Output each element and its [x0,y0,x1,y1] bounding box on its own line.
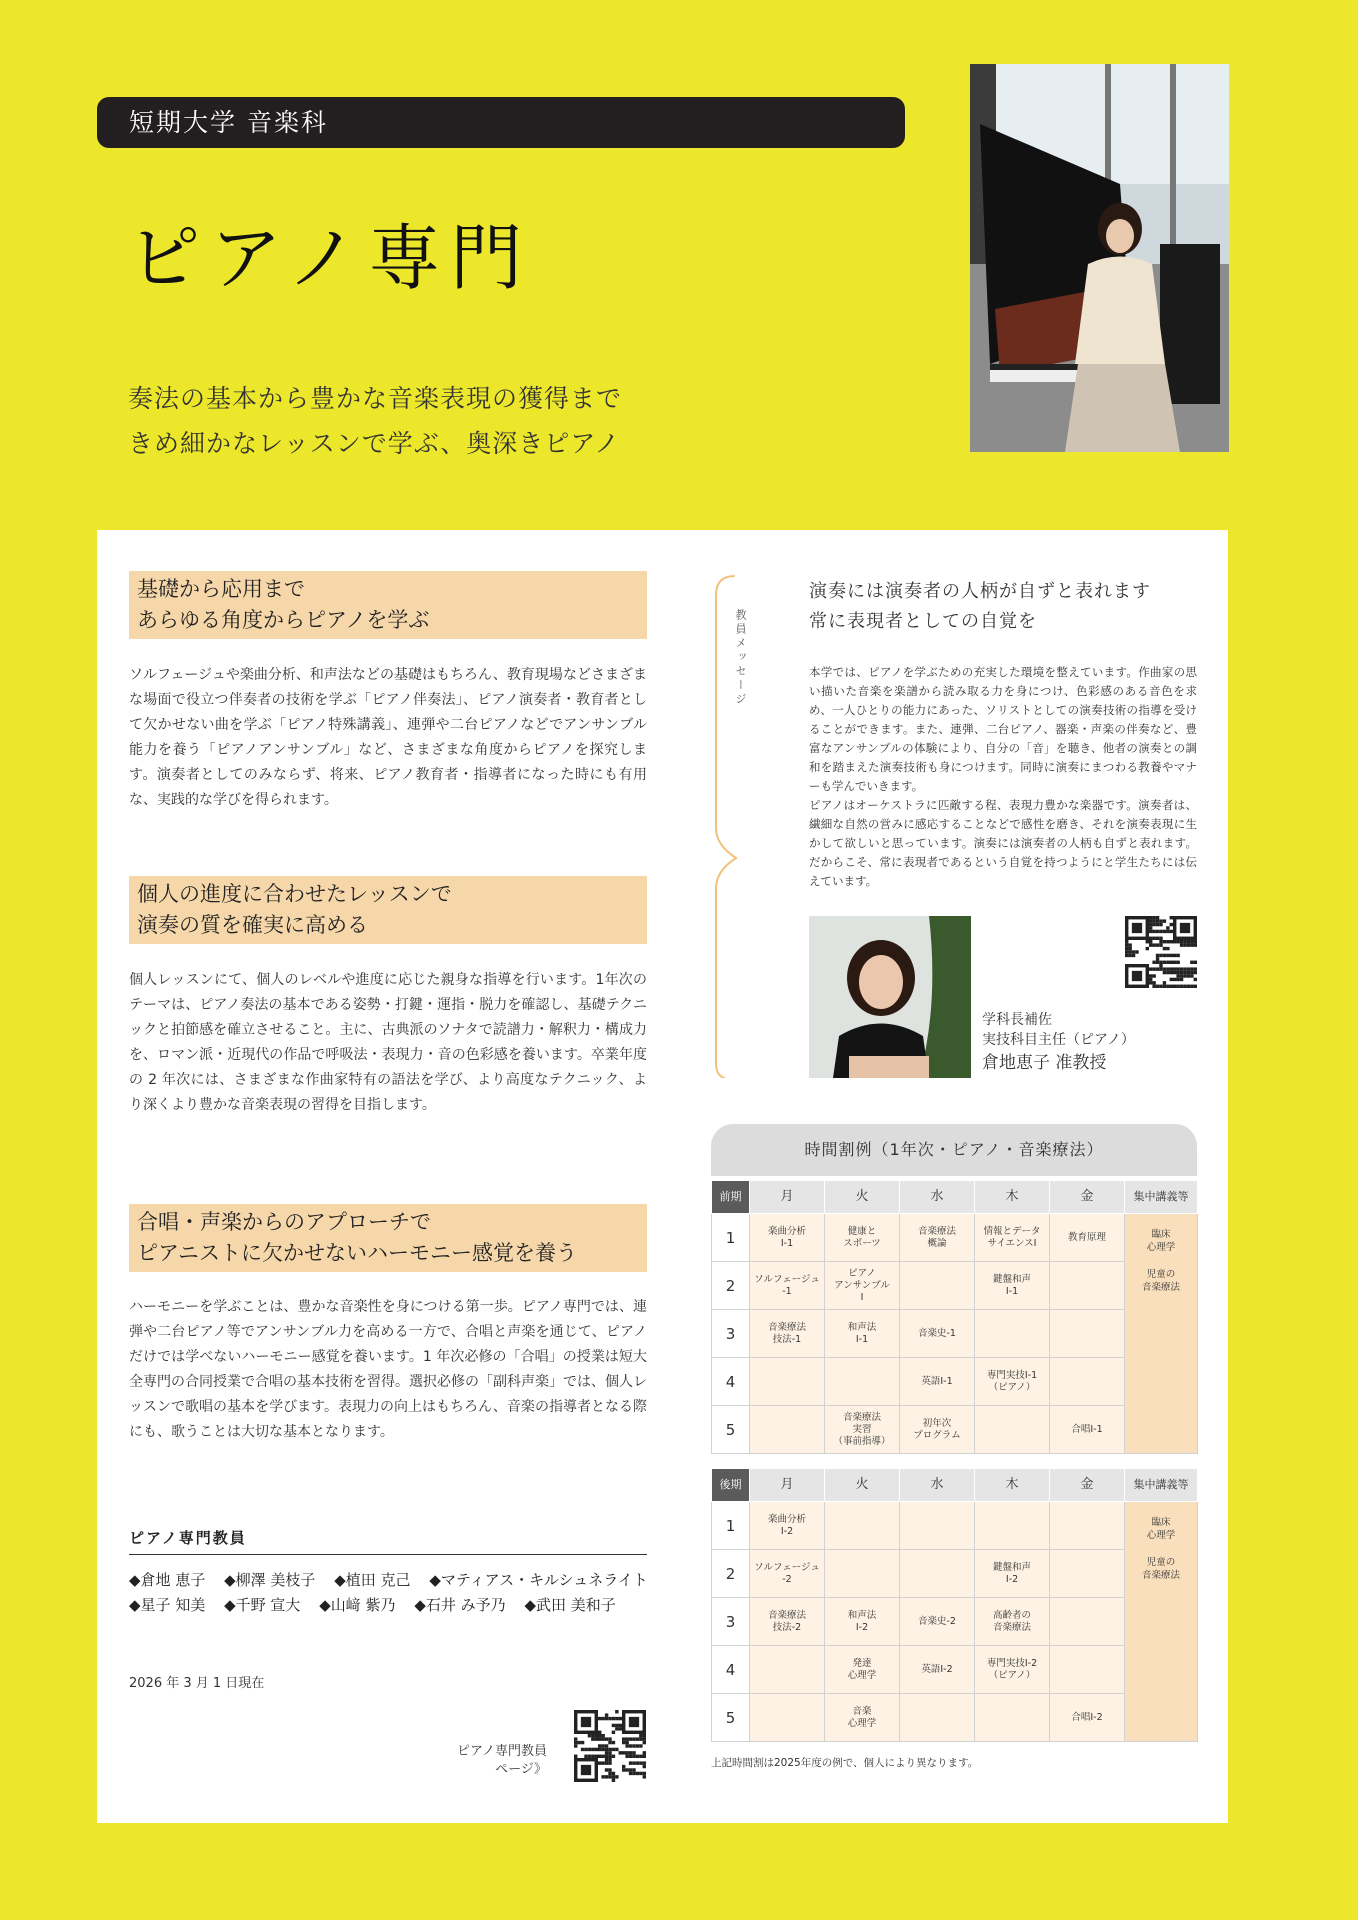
timetable-cell: 教育原理 [1050,1214,1125,1262]
section-3-body: ハーモニーを学ぶことは、豊かな音楽性を身につける第一歩。ピアノ専門では、連弾や二台ピアノ等でアンサンブル力を高める一方で、合唱と声楽を通じて、ピアノだけでは学べないハーモニー感覚を養います。1 年次必修の「合唱」の授業は短大全専門の合同授業で合唱の基本技術を習得。選択必修の「副科声楽」では、個人レッスンで歌唱の基本を学びます。表現力の向上はもちろん、音楽の指導者となる際にも、歌うことは大切な基本となります。 [129,1299,647,1440]
timetable-cell [900,1550,975,1598]
timetable-cell: ソルフェージュ -2 [750,1550,825,1598]
content-card [97,530,1228,1823]
timetable-cell [1050,1310,1125,1358]
faculty-member: ◆星子 知美 [129,1596,206,1614]
term-label: 前期 [712,1181,750,1214]
timetable-cell [900,1262,975,1310]
piano-student-photo [970,64,1229,452]
timetable-cell [750,1358,825,1406]
professor-name: 倉地恵子 准教授 [982,1053,1107,1073]
timetable-cell: 音楽療法 実習 （事前指導） [825,1406,900,1454]
section-3-heading [129,1204,647,1272]
timetable-second-term [711,1468,1198,1742]
timetable-cell [750,1694,825,1742]
message-vertical-label: 教員メッセージ [734,609,747,707]
timetable-cell [825,1550,900,1598]
section-1-heading [129,571,647,639]
timetable-cell: 英語Ⅰ-1 [900,1358,975,1406]
timetable-cell: ピアノ アンサンブル Ⅰ [825,1262,900,1310]
message-title-line-1: 演奏には演奏者の人柄が自ずと表れます [809,581,1151,602]
timetable-cell: 専門実技Ⅰ-1 （ピアノ） [975,1358,1050,1406]
section-1-heading-line-1: 基礎から応用まで [137,577,305,601]
day-header: 月 [750,1181,825,1214]
faculty-member: ◆植田 克己 [334,1571,411,1589]
intensive-course: 児童の 音楽療法 [1141,1269,1180,1293]
faculty-page-link-line-2: ページ》 [495,1762,547,1777]
timetable-first-term [711,1180,1198,1454]
day-header: 金 [1050,1181,1125,1214]
timetable-cell [825,1358,900,1406]
timetable-cell: 音楽療法 技法-2 [750,1598,825,1646]
timetable-cell: 発達 心理学 [825,1646,900,1694]
period-number: 3 [712,1598,750,1646]
timetable-cell: 健康と スポーツ [825,1214,900,1262]
faculty-member: ◆石井 み予乃 [414,1596,506,1614]
timetable-cell: 合唱Ⅰ-2 [1050,1694,1125,1742]
timetable-cell [975,1310,1050,1358]
timetable-cell: 鍵盤和声 Ⅰ-1 [975,1262,1050,1310]
section-2-heading-line-1: 個人の進度に合わせたレッスンで [137,882,452,906]
timetable-cell [1050,1262,1125,1310]
period-number: 1 [712,1502,750,1550]
faculty-heading: ピアノ専門教員 [129,1527,647,1555]
timetable-cell [900,1694,975,1742]
timetable-cell: 情報とデータ サイエンスⅠ [975,1214,1050,1262]
timetable-note: 上記時間割は2025年度の例で、個人により異なります。 [711,1757,979,1769]
period-number: 5 [712,1406,750,1454]
day-header: 木 [975,1181,1050,1214]
faculty-member: ◆千野 宣大 [224,1596,301,1614]
timetable-cell: 高齢者の 音楽療法 [975,1598,1050,1646]
day-header: 月 [750,1469,825,1502]
intensive-course: 臨床 心理学 [1146,1517,1176,1541]
period-number: 2 [712,1550,750,1598]
professor-info [982,1010,1135,1076]
intensive-courses [1125,1502,1198,1742]
professor-role-1: 学科長補佐 [982,1012,1052,1028]
intensive-header: 集中講義等 [1125,1469,1198,1502]
timetable-cell: 初年次 プログラム [900,1406,975,1454]
day-header: 金 [1050,1469,1125,1502]
timetable-cell [1050,1502,1125,1550]
message-title-line-2: 常に表現者としての自覚を [809,611,1037,632]
timetable-cell [750,1406,825,1454]
tagline-line-2: きめ細かなレッスンで学ぶ、奥深きピアノ [128,429,621,458]
day-header: 水 [900,1181,975,1214]
timetable-cell: 楽曲分析 Ⅰ-2 [750,1502,825,1550]
message-qr-code[interactable] [1125,916,1197,988]
faculty-qr-code[interactable] [574,1710,646,1782]
period-number: 4 [712,1358,750,1406]
timetable-cell [1050,1598,1125,1646]
timetable-title: 時間割例（1年次・ピアノ・音楽療法） [711,1124,1197,1176]
professor-role-2: 実技科目主任（ピアノ） [982,1032,1135,1048]
timetable-cell: 音楽史-2 [900,1598,975,1646]
faculty-member: ◆山﨑 紫乃 [319,1596,396,1614]
timetable-cell [975,1694,1050,1742]
timetable-cell [1050,1646,1125,1694]
timetable-cell [1050,1550,1125,1598]
section-3-heading-line-1: 合唱・声楽からのアプローチで [137,1210,431,1234]
intensive-course: 臨床 心理学 [1146,1229,1176,1253]
faculty-member: ◆柳澤 美枝子 [224,1571,316,1589]
period-number: 5 [712,1694,750,1742]
section-2-body: 個人レッスンにて、個人のレベルや進度に応じた親身な指導を行います。1年次のテーマは、ピアノ奏法の基本である姿勢・打鍵・運指・脱力を確認し、基礎テクニックと拍節感を確立させること。主に、古典派のソナタで読譜力・解釈力・構成力を、ロマン派・近現代の作品で呼吸法・表現力・音の色彩感を養います。卒業年度の 2 年次には、さまざまな作曲家特有の語法を学び、より高度なテクニック、より深くより豊かな音楽表現の習得を目指します。 [129,972,647,1113]
timetable-cell: 和声法 Ⅰ-2 [825,1598,900,1646]
day-header: 木 [975,1469,1050,1502]
timetable-cell: 鍵盤和声 Ⅰ-2 [975,1550,1050,1598]
section-1-heading-line-2: あらゆる角度からピアノを学ぶ [137,608,430,632]
timetable-cell: 音楽療法 概論 [900,1214,975,1262]
faculty-member: ◆マティアス・キルシュネライト [429,1571,648,1589]
faculty-page-link-line-1: ピアノ専門教員 [457,1744,547,1759]
faculty-list [129,1568,669,1618]
section-2-heading [129,876,647,944]
timetable-cell: 英語Ⅰ-2 [900,1646,975,1694]
intensive-courses [1125,1214,1198,1454]
timetable-cell: 音楽療法 技法-1 [750,1310,825,1358]
intensive-header: 集中講義等 [1125,1181,1198,1214]
timetable-cell [1050,1358,1125,1406]
day-header: 水 [900,1469,975,1502]
timetable-cell: 合唱Ⅰ-1 [1050,1406,1125,1454]
timetable-cell [975,1406,1050,1454]
timetable-cell: 音楽 心理学 [825,1694,900,1742]
timetable-cell: 楽曲分析 Ⅰ-1 [750,1214,825,1262]
faculty-member: ◆倉地 恵子 [129,1571,206,1589]
intensive-course: 児童の 音楽療法 [1141,1557,1180,1581]
professor-photo [809,916,971,1078]
faculty-page-link[interactable] [447,1743,547,1779]
period-number: 3 [712,1310,750,1358]
page-title: ピアノ専門 [128,216,533,300]
timetable-cell: 音楽史-1 [900,1310,975,1358]
timetable-cell: 和声法 Ⅰ-1 [825,1310,900,1358]
message-title [809,577,1229,637]
tagline-line-1: 奏法の基本から豊かな音楽表現の獲得まで [128,384,623,413]
period-number: 2 [712,1262,750,1310]
period-number: 4 [712,1646,750,1694]
timetable-cell [825,1502,900,1550]
tagline [128,376,622,466]
timetable-cell: 専門実技Ⅰ-2 （ピアノ） [975,1646,1050,1694]
timetable-cell: ソルフェージュ -1 [750,1262,825,1310]
section-1-body: ソルフェージュや楽曲分析、和声法などの基礎はもちろん、教育現場などさまざまな場面で役立つ伴奏者の技術を学ぶ「ピアノ伴奏法」、ピアノ演奏者・教育者として欠かせない曲を学ぶ「ピアノ特殊講義」、連弾や二台ピアノなどでアンサンブル能力を養う「ピアノアンサンブル」など、さまざまな角度からピアノを探究します。演奏者としてのみならず、将来、ピアノ教育者・指導者になった時にも有用な、実践的な学びを得られます。 [129,667,647,808]
as-of-date: 2026 年 3 月 1 日現在 [129,1676,265,1691]
section-2-heading-line-2: 演奏の質を確実に高める [137,913,368,937]
faculty-member: ◆武田 美和子 [524,1596,616,1614]
timetable-cell [975,1502,1050,1550]
department-bar: 短期大学 音楽科 [97,97,905,148]
message-body: 本学では、ピアノを学ぶための充実した環境を整えています。作曲家の思い描いた音楽を楽譜から読み取る力を身につけ、色彩感のある音色を求め、一人ひとりの能力にあった、ソリストとしての演奏技術の指導を受けることができます。また、連弾、二台ピアノ、器楽・声楽の伴奏など、豊富なアンサンブルの体験により、自分の「音」を聴き、他者の演奏との調和を踏まえた演奏技術も身につけます。同時に演奏にまつわる教養やマナーも学んでいきます。 ピアノはオーケストラに匹敵する程、表現力豊かな楽器です。演奏者は、繊細な自然の営みに感応することなどで感性を磨き、それを演奏表現に生かして欲しいと思っています。演奏には演奏者の人柄も自ずと表れます。だからこそ、常に表現者であるという自覚を持つようにと学生たちには伝えています。 [809,665,1197,888]
period-number: 1 [712,1214,750,1262]
timetable-cell [900,1502,975,1550]
term-label: 後期 [712,1469,750,1502]
timetable-cell [750,1646,825,1694]
section-3-heading-line-2: ピアニストに欠かせないハーモニー感覚を養う [137,1241,577,1265]
day-header: 火 [825,1469,900,1502]
day-header: 火 [825,1181,900,1214]
